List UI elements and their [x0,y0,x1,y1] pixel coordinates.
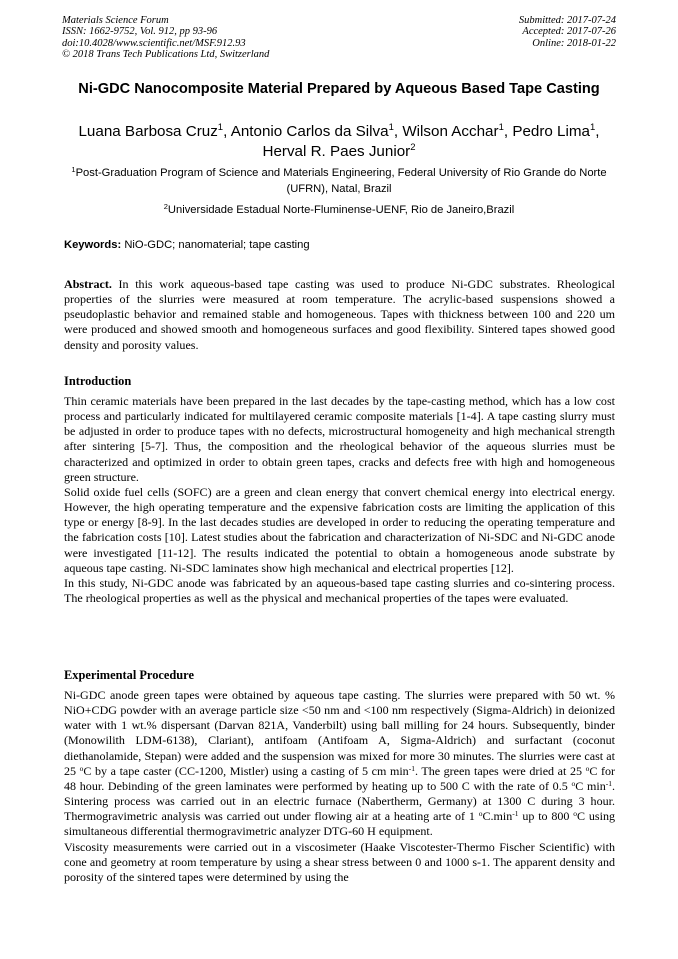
degree-mark: o [478,809,483,819]
affiliation-number: 1 [71,165,76,174]
author-affiliation-mark: 2 [410,142,416,153]
introduction-heading: Introduction [64,374,132,388]
author-affiliation-mark: 1 [589,122,596,133]
experimental-heading: Experimental Procedure [64,668,194,682]
text-run: C.min [482,809,513,824]
abstract [64,277,615,353]
introduction-section [64,394,615,606]
journal-name: Materials Science Forum [62,15,169,26]
exponent: -1 [605,778,612,788]
exponent: -1 [408,763,415,773]
journal-issn: ISSN: 1662-9752, Vol. 912, pp 93-96 [62,26,218,38]
exponent: -1 [512,809,519,819]
keywords [64,238,310,253]
author-name: Antonio Carlos da Silva [230,123,389,140]
accepted-date: Accepted: 2017-07-26 [522,26,616,38]
dates-header [519,15,616,49]
paragraph: Solid oxide fuel cells (SOFC) are a green and clean energy that convert chemical energy into electrical energy. However, the high operating temperature and the expensive fabrication costs are limiting the application of this type or energy [8-9]. In the last decades studies are developed in order to reducing the operating temperature and the fabrication costs [10]. Latest studies about the fabrication and characterization of Ni-SDC and Ni-GDC anode were investigated [11-12]. The results indicated the potential to obtain a homogeneous anode substrate by aqueous tape casting. Ni-SDC laminates show high mechanical and electrical properties [12]. [64,484,615,575]
text-run: C by a tape caster (CC-1200, Mistler) using a casting of 5 cm min [83,763,409,778]
abstract-paragraph [64,277,615,353]
degree-mark: o [79,763,84,773]
degree-mark: o [571,778,576,788]
author-separator: , [595,123,600,140]
text-run: up to 800 [518,809,574,824]
affiliation-2 [62,203,616,219]
author-affiliation-mark: 1 [388,122,394,133]
author-separator: , [223,123,231,140]
degree-mark: o [573,809,578,819]
author-name: Pedro Lima [512,123,590,140]
text-run: C for 48 hour. Debinding of the green laminates were performed by heating up to 500 C with the rate of 0.5 [64,763,615,793]
paragraph [64,688,615,840]
keywords-text: NiO-GDC; nanomaterial; tape casting [124,239,310,251]
submitted-date: Submitted: 2017-07-24 [518,15,616,26]
author-name: Luana Barbosa Cruz [78,123,218,140]
author-separator: , [393,123,403,140]
paragraph: Viscosity measurements were carried out in a viscosimeter (Haake Viscotester-Thermo Fischer Scientific) with cone and geometry at room temperature by using a shear stress between 0 and 1000 s-1. The apparent density and porosity of the sintered tapes were determined by using the [64,839,615,884]
journal-copyright: © 2018 Trans Tech Publications Ltd, Switzerland [62,48,270,60]
text-run: . The green tapes were dried at 25 [414,763,586,778]
author-list [50,122,628,162]
text-run: C using simultaneous differential thermogravimetric analyzer DTG-60 H equipment. [64,809,615,839]
affiliation-text: Post-Graduation Program of Science and Materials Engineering, Federal University of Rio Grande do Norte (UFRN), Natal, Brazil [75,167,607,195]
affiliation-text: Universidade Estadual Norte-Fluminense-UENF, Rio de Janeiro,Brazil [167,204,515,216]
affiliation-1 [62,166,616,197]
text-run: C min [575,778,606,793]
journal-header [62,15,269,60]
experimental-section [64,688,615,885]
text-run: . Sintering process was carried out in an electric furnace (Nabertherm, Germany) at 1300 C during 3 hour. Thermogravimetric analysis was carried out under flowing air at a heating arte of 1 [64,778,615,824]
degree-mark: o [585,763,590,773]
affiliation-number: 2 [163,202,168,211]
online-date: Online: 2018-01-22 [532,37,616,49]
author-separator: , [503,123,513,140]
paragraph: Thin ceramic materials have been prepared in the last decades by the tape-casting method, which has a low cost process and particularly indicated for multilayered ceramic composite materials [1-4]. A tape casting slurry must be adjusted in order to produce tapes with no defects, microstructural homogeneity and high mechanical strength after sintering [5-7]. Thus, the composition and the rheological behavior of the aqueous slurries must be characterized and optimized in order to obtain green tapes, cracks and defects free with high and homogeneous green structure. [64,394,615,484]
abstract-text: In this work aqueous-based tape casting was used to produce Ni-GDC substrates. Rheological properties of the slurries were measured at room temperature. The acrylic-based suspensions showed a pseudoplastic behavior and remained stable and homogeneous. Tapes with thickness between 100 and 220 um were produced and showed smooth and homogeneous surfaces and good flexibility. Sintered tapes showed good density and porosity values. [64,277,615,352]
journal-doi: doi:10.4028/www.scientific.net/MSF.912.93 [62,37,246,49]
paragraph: In this study, Ni-GDC anode was fabricated by an aqueous-based tape casting slurries and co-sintering process. The rheological properties as well as the physical and mechanical properties of the tapes were evaluated. [64,575,615,606]
author-name: Wilson Acchar [402,123,499,140]
author-affiliation-mark: 1 [498,122,504,133]
abstract-label: Abstract. [64,277,112,291]
text-run: Ni-GDC anode green tapes were obtained by aqueous tape casting. The slurries were prepared with 50 wt. % NiO+CDG powder with an average particle size <50 nm and <100 nm respectively (Sigma-Aldrich) in deionized water with 1 wt.% dispersant (Darvan 821A, Vanderbilt) using ball milling for 24 hours. Subsequently, binder (Monowilith LDM-6138), Clariant), antifoam (Antifoam A, Sigma-Aldrich) and surfactant (coconut diethanolamide, Stepan) were added and the suspension was mixed for more 30 minutes. The slurries were cast at 25 [64,688,615,778]
author-affiliation-mark: 1 [217,122,224,133]
keywords-label: Keywords: [64,239,122,251]
paper-title: Ni-GDC Nanocomposite Material Prepared by Aqueous Based Tape Casting [78,81,600,97]
author-name: Herval R. Paes Junior [262,143,411,160]
